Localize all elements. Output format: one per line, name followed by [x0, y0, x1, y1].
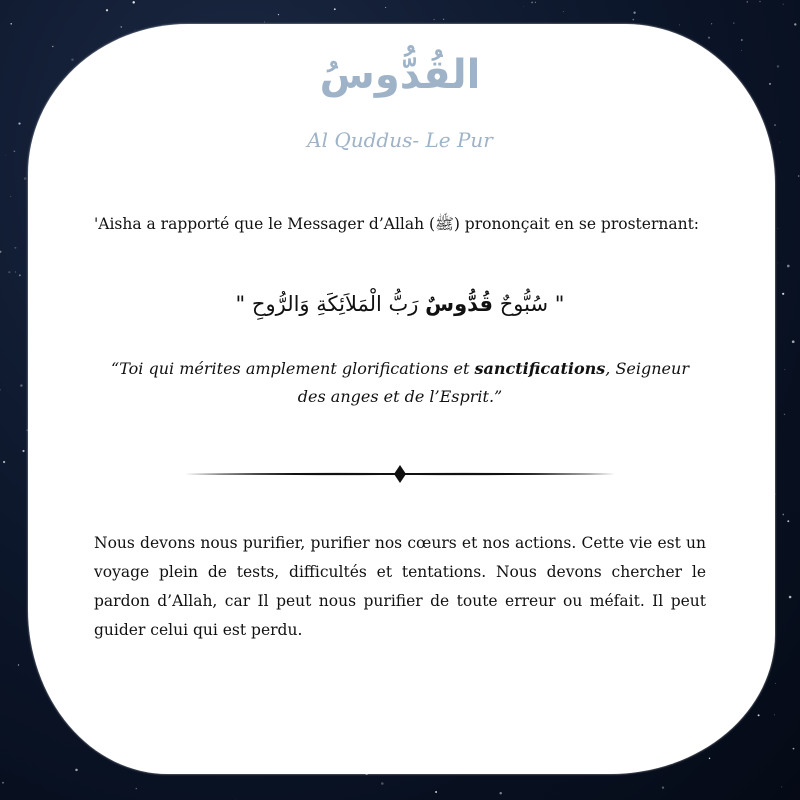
star-icon	[18, 664, 19, 665]
star-icon	[22, 450, 24, 452]
star-icon	[15, 272, 16, 273]
star-icon	[774, 124, 776, 126]
hadith-highlight: قُدُّوسٌ	[425, 292, 494, 316]
star-icon	[787, 265, 790, 268]
star-icon	[334, 8, 336, 10]
diamond-icon	[394, 465, 406, 483]
star-icon	[709, 758, 710, 759]
star-icon	[2, 782, 4, 784]
star-icon	[785, 369, 786, 370]
star-icon	[20, 384, 22, 386]
star-icon	[781, 786, 782, 787]
star-icon	[783, 4, 784, 5]
star-icon	[499, 792, 501, 794]
hadith-arabic	[0, 292, 800, 316]
star-icon	[798, 175, 800, 177]
star-icon	[775, 683, 776, 684]
translation-after: , Seigneur des anges et de l’Esprit.”	[297, 359, 689, 406]
star-icon	[3, 461, 5, 463]
page-subtitle: Al Quddus- Le Pur	[307, 128, 493, 152]
star-icon	[662, 786, 664, 788]
star-icon	[794, 23, 796, 25]
hadith-close-quote: "	[235, 292, 246, 316]
star-icon	[679, 25, 680, 26]
hadith-after: رَبُّ الْمَلاَئِكَةِ وَالرُّوحِ	[251, 292, 419, 316]
body-paragraph: Nous devons nous purifier, purifier nos cœurs et nos actions. Cette vie est un voyage plein de tests, difficultés et tentations. Nous devons chercher le pardon d’Allah, car Il peut nous purifier de toute erreur ou méfait. Il peut guider celui qui est perdu.	[94, 534, 706, 639]
star-icon	[777, 228, 778, 229]
star-icon	[782, 514, 784, 516]
hadith-translation	[100, 355, 700, 411]
star-icon	[381, 782, 384, 785]
translation-highlight: sanctifications	[474, 359, 606, 378]
star-icon	[759, 1, 760, 2]
star-icon	[235, 799, 236, 800]
star-icon	[787, 520, 789, 522]
hadith-before: سُبُّوحٌ	[499, 292, 549, 316]
intro-paragraph: 'Aisha a rapporté que le Messager d’Allah (ﷺ) prononçait en se prosternant:	[94, 215, 700, 233]
star-icon	[741, 50, 742, 51]
star-icon	[14, 247, 16, 249]
star-icon	[75, 769, 78, 772]
star-icon	[435, 791, 437, 793]
star-icon	[0, 389, 1, 391]
star-icon	[758, 714, 760, 716]
ornament-divider	[185, 462, 615, 486]
hadith-open-quote: "	[554, 292, 565, 316]
star-icon	[264, 22, 265, 23]
star-icon	[563, 11, 564, 12]
star-icon	[741, 39, 743, 41]
star-icon	[792, 340, 795, 343]
star-icon	[793, 748, 795, 750]
star-icon	[19, 274, 21, 276]
star-icon	[708, 37, 710, 39]
star-icon	[10, 196, 11, 197]
star-icon	[8, 271, 10, 273]
star-icon	[18, 123, 20, 125]
star-icon	[5, 155, 6, 156]
star-icon	[136, 788, 138, 790]
star-icon	[52, 46, 53, 47]
star-icon	[531, 2, 533, 4]
star-icon	[443, 19, 444, 20]
star-icon	[784, 414, 785, 415]
star-icon	[24, 177, 27, 180]
star-icon	[711, 23, 712, 24]
star-icon	[278, 14, 279, 15]
page-title: القُدُّوسُ	[319, 52, 481, 98]
star-icon	[135, 30, 136, 31]
star-icon	[132, 1, 134, 3]
star-icon	[789, 596, 792, 599]
translation-before: “Toi qui mérites amplement glorifications et	[111, 359, 470, 378]
star-icon	[0, 251, 1, 253]
star-icon	[385, 7, 386, 8]
star-icon	[633, 12, 635, 14]
star-icon	[535, 2, 536, 3]
star-icon	[774, 714, 775, 715]
star-icon	[10, 23, 12, 25]
star-icon	[434, 19, 435, 20]
star-icon	[777, 263, 778, 264]
star-icon	[747, 1, 749, 3]
star-icon	[120, 26, 122, 28]
star-icon	[106, 9, 108, 11]
star-icon	[733, 22, 734, 23]
star-icon	[523, 6, 524, 7]
star-icon	[632, 19, 634, 21]
